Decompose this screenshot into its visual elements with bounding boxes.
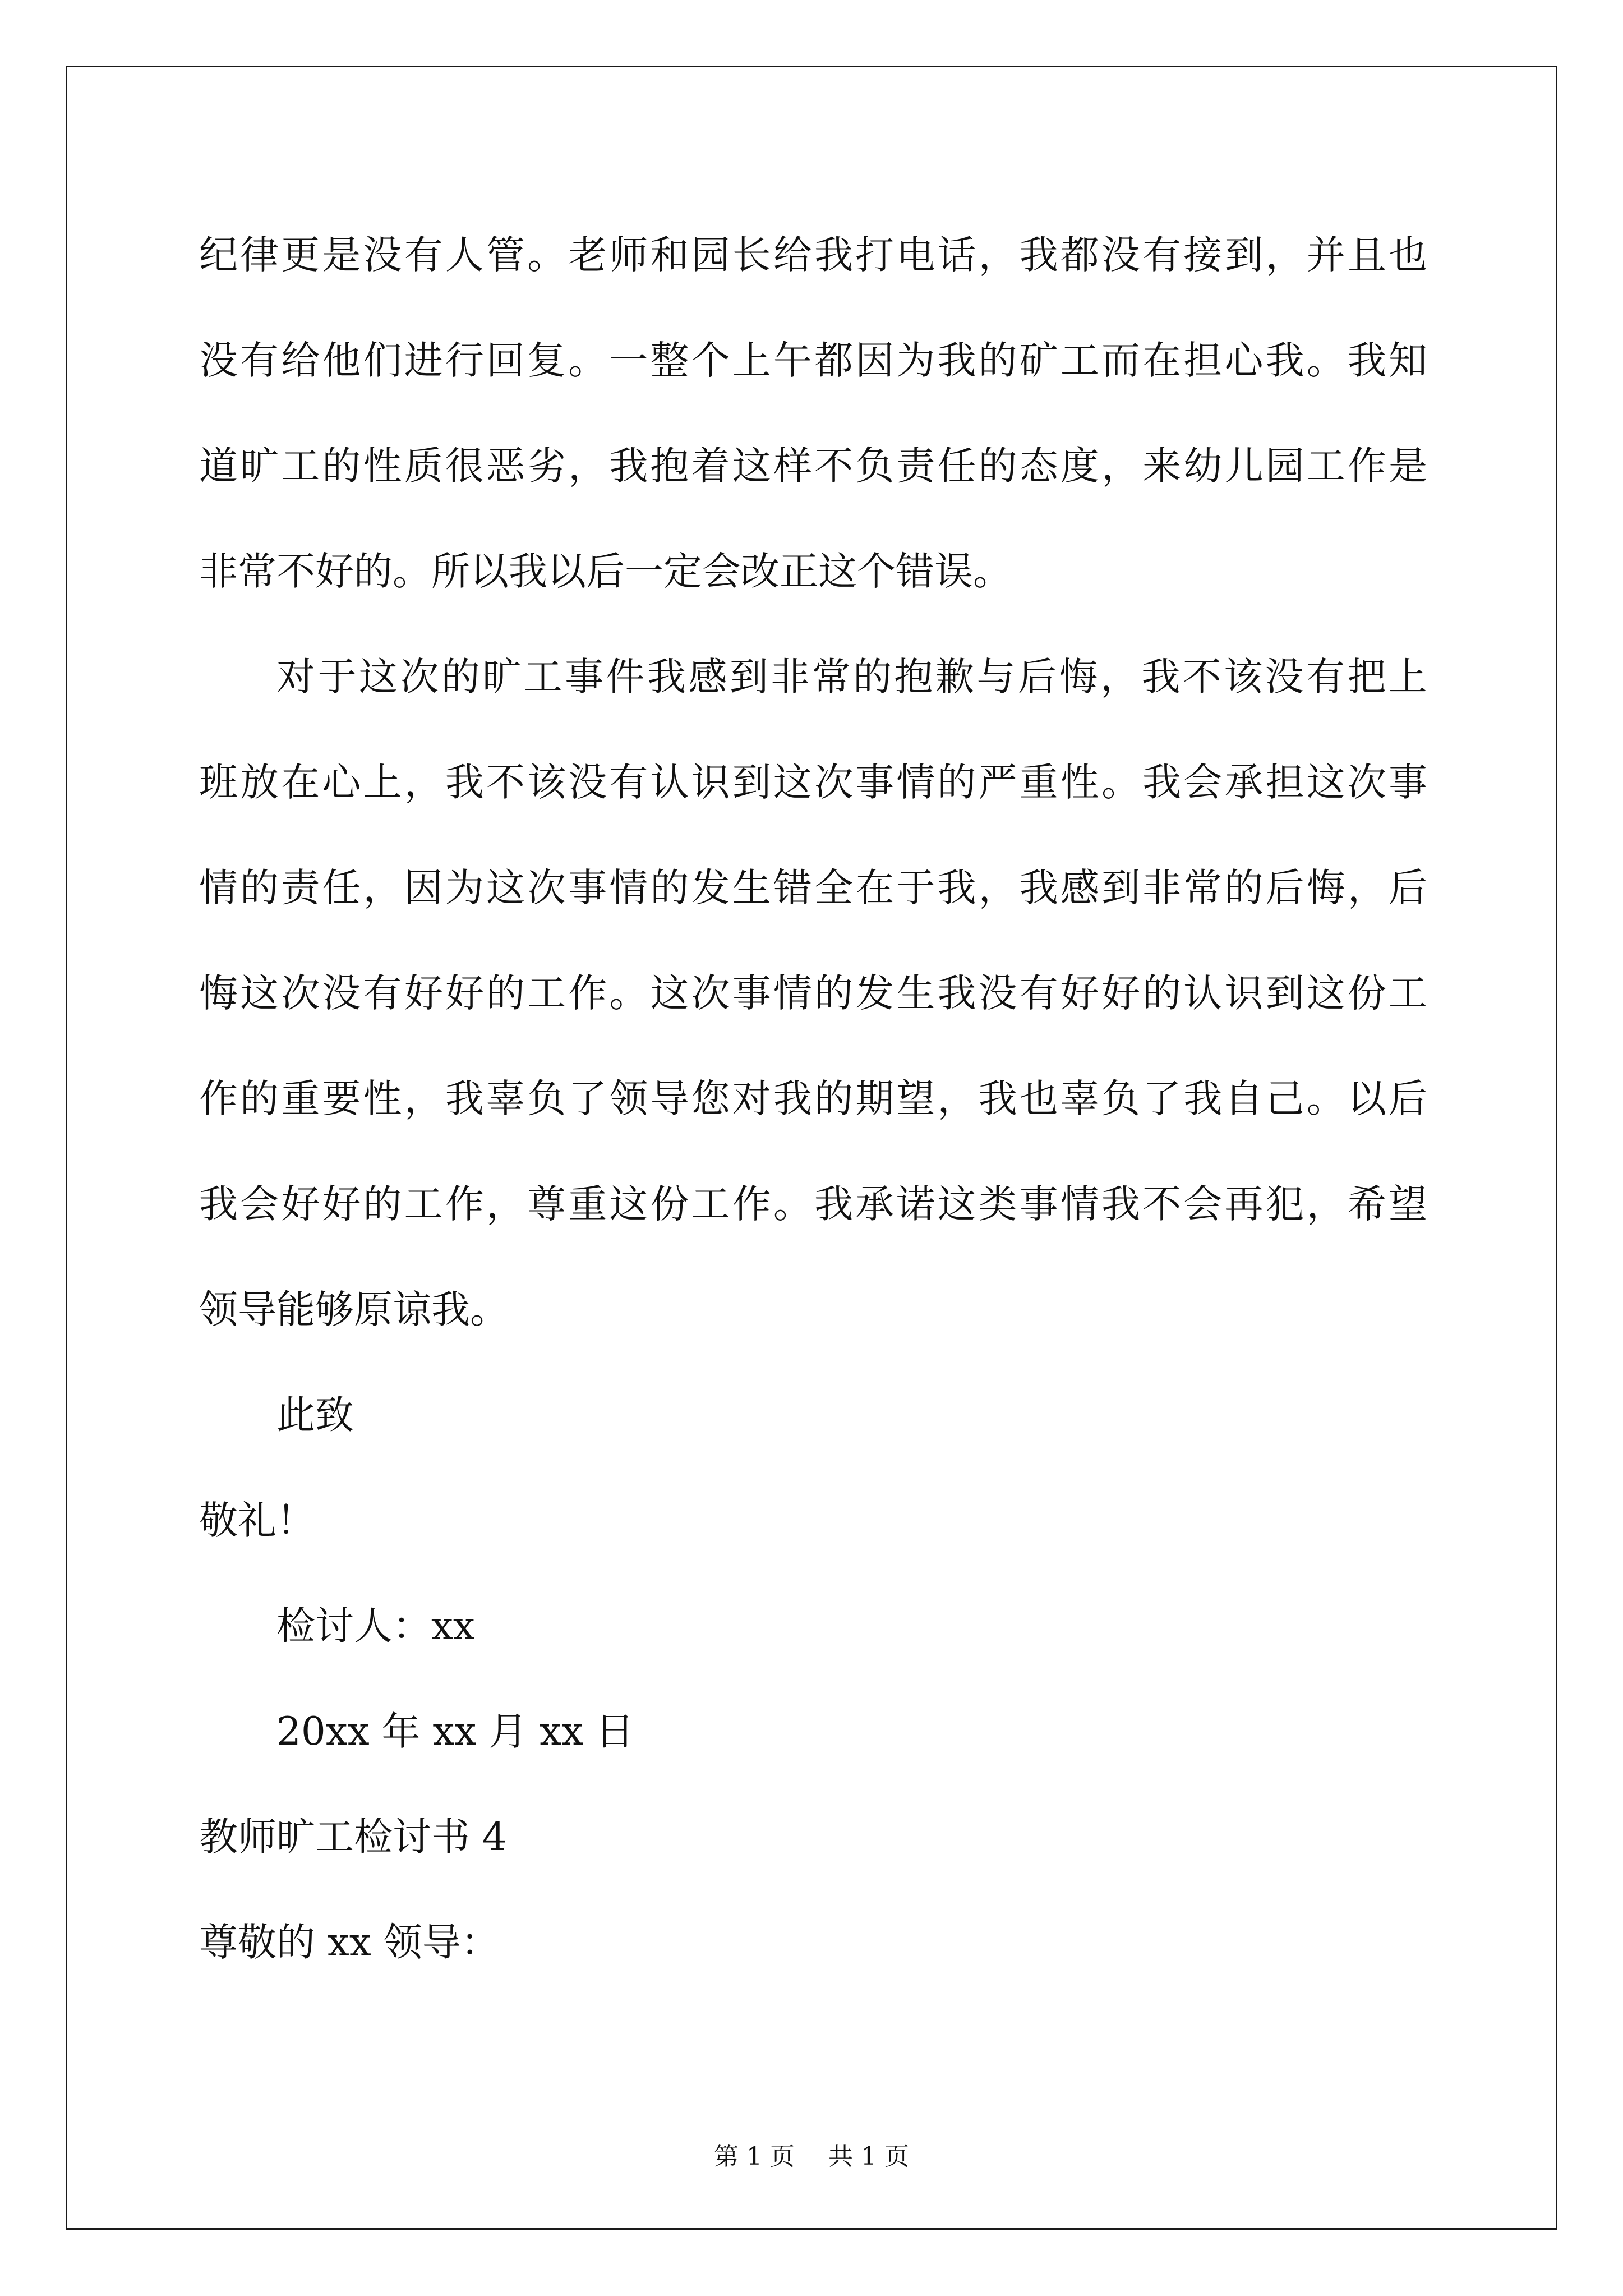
salute-text: 敬礼！ — [199, 1498, 315, 1543]
signature-text: 检讨人：xx — [276, 1604, 475, 1649]
page-footer — [0, 2140, 1623, 2174]
paragraph-line: 没有给他们进行回复。一整个上午都因为我的矿工而在担心我。我知 — [199, 338, 1427, 383]
paragraph-line: 悔这次没有好好的工作。这次事情的发生我没有好好的认识到这份工 — [199, 971, 1427, 1016]
closing-text: 此致 — [276, 1393, 354, 1438]
next-section-greeting: 尊敬的 xx 领导： — [199, 1920, 500, 1965]
paragraph-line: 非常不好的。所以我以后一定会改正这个错误。 — [199, 549, 1012, 594]
date-text: 20xx 年 xx 月 xx 日 — [276, 1709, 634, 1754]
paragraph-line: 领导能够原谅我。 — [199, 1287, 509, 1332]
page-number: 第 1 页 — [714, 2142, 795, 2171]
document-body — [199, 222, 1427, 2014]
paragraph-line: 我会好好的工作，尊重这份工作。我承诺这类事情我不会再犯，希望 — [199, 1182, 1427, 1227]
paragraph-line: 作的重要性，我辜负了领导您对我的期望，我也辜负了我自己。以后 — [199, 1076, 1427, 1121]
page-total: 共 1 页 — [828, 2142, 909, 2171]
paragraph-line: 情的责任，因为这次事情的发生错全在于我，我感到非常的后悔，后 — [199, 866, 1427, 910]
next-section-title: 教师旷工检讨书 4 — [199, 1815, 507, 1860]
paragraph-line: 纪律更是没有人管。老师和园长给我打电话，我都没有接到，并且也 — [199, 233, 1427, 278]
paragraph-line: 对于这次的旷工事件我感到非常的抱歉与后悔，我不该没有把上 — [276, 655, 1427, 700]
paragraph-line: 班放在心上，我不该没有认识到这次事情的严重性。我会承担这次事 — [199, 760, 1427, 805]
paragraph-line: 道旷工的性质很恶劣，我抱着这样不负责任的态度，来幼儿园工作是 — [199, 444, 1427, 489]
